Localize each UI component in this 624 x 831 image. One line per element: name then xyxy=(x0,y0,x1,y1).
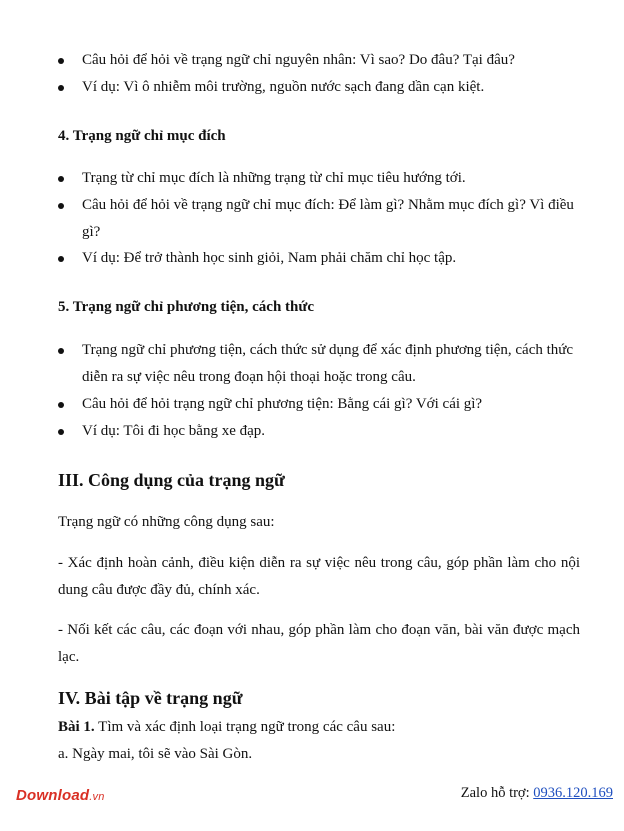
bullet-icon xyxy=(58,348,64,354)
section-heading: 5. Trạng ngữ chỉ phương tiện, cách thức xyxy=(58,299,315,315)
bullet-icon xyxy=(58,176,64,182)
list-item: Câu hỏi để hỏi trạng ngữ chỉ phương tiện: Bằng cái gì? Với cái gì? xyxy=(58,391,580,418)
list-item: Ví dụ: Để trở thành học sinh giỏi, Nam phải chăm chỉ học tập. xyxy=(58,245,580,272)
download-logo: Download.vn xyxy=(16,787,105,804)
list-item: Câu hỏi để hỏi về trạng ngữ chỉ mục đích: Để làm gì? Nhằm mục đích gì? Vì điều gì? xyxy=(58,192,580,246)
paragraph: - Nối kết các câu, các đoạn với nhau, góp phần làm cho đoạn văn, bài văn được mạch lạc. xyxy=(58,622,580,665)
support-label: Zalo hỗ trợ: xyxy=(460,785,534,801)
list-item: Trạng từ chỉ mục đích là những trạng từ chỉ mục tiêu hướng tới. xyxy=(58,165,580,192)
paragraph: - Xác định hoàn cảnh, điều kiện diễn ra sự việc nêu trong câu, góp phần làm cho nội dung câu được đầy đủ, chính xác. xyxy=(58,555,580,598)
bullet-icon xyxy=(58,429,64,435)
phone-link[interactable]: 0936.120.169 xyxy=(533,785,613,801)
exercise-item: a. Ngày mai, tôi sẽ vào Sài Gòn. xyxy=(58,746,253,762)
paragraph: Trạng ngữ có những công dụng sau: xyxy=(58,514,275,530)
bullet-icon xyxy=(58,58,64,64)
exercise-label: Bài 1. xyxy=(58,719,95,735)
section-heading: 4. Trạng ngữ chỉ mục đích xyxy=(58,128,226,144)
list-item: Ví dụ: Tôi đi học bằng xe đạp. xyxy=(58,418,580,445)
bullet-icon xyxy=(58,203,64,209)
footer-support xyxy=(461,785,613,802)
part-heading: III. Công dụng của trạng ngữ xyxy=(58,470,285,490)
bullet-icon xyxy=(58,256,64,262)
list-item: Câu hỏi để hỏi về trạng ngữ chỉ nguyên nhân: Vì sao? Do đâu? Tại đâu? xyxy=(58,47,580,74)
exercise-text: Tìm và xác định loại trạng ngữ trong các câu sau: xyxy=(94,719,396,735)
exercise-line xyxy=(58,714,580,741)
list-item: Trạng ngữ chỉ phương tiện, cách thức sử dụng để xác định phương tiện, cách thức diễn ra sự việc nêu trong đoạn hội thoại hoặc trong câu. xyxy=(58,337,580,391)
part-heading: IV. Bài tập về trạng ngữ xyxy=(58,688,243,708)
bullet-icon xyxy=(58,402,64,408)
bullet-icon xyxy=(58,85,64,91)
list-item: Ví dụ: Vì ô nhiễm môi trường, nguồn nước sạch đang dần cạn kiệt. xyxy=(58,74,580,101)
